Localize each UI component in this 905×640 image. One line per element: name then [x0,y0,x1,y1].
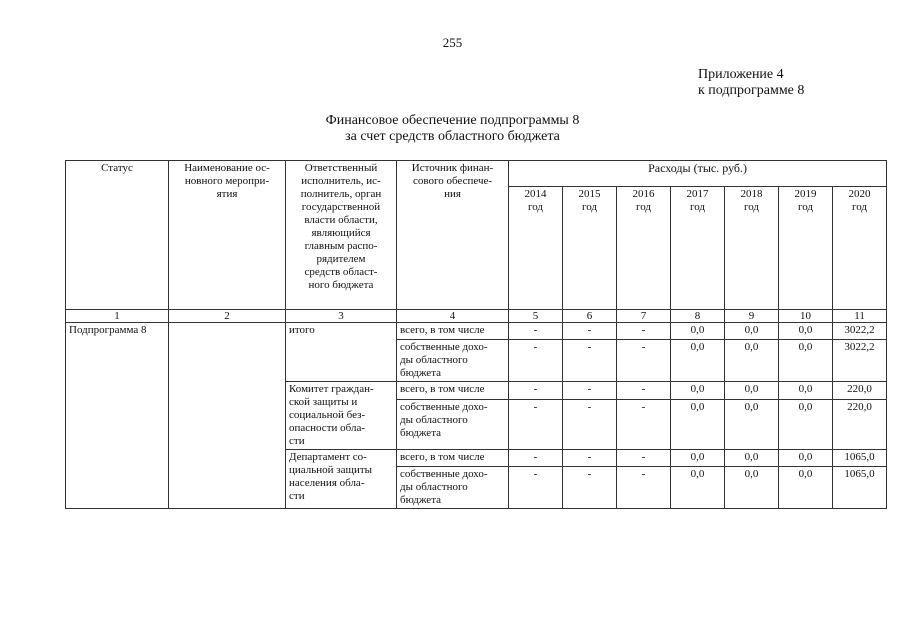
source-cell: всего, в том числе [397,450,509,467]
value-cell: - [617,399,671,449]
value-cell: - [509,323,563,340]
value-cell: - [617,323,671,340]
financing-table [65,160,887,509]
value-cell: 0,0 [671,399,725,449]
value-cell: 0,0 [671,467,725,509]
value-cell: 0,0 [671,340,725,382]
value-cell: - [509,340,563,382]
value-cell: 220,0 [833,382,887,400]
value-cell: 0,0 [779,467,833,509]
column-number: 5 [509,310,563,323]
value-cell: 3022,2 [833,323,887,340]
header-year: 2020 год [833,187,887,310]
column-number: 10 [779,310,833,323]
value-cell: 0,0 [779,450,833,467]
value-cell: - [617,467,671,509]
value-cell: - [563,450,617,467]
source-cell: собственные дохо- ды областного бюджета [397,399,509,449]
value-cell: 0,0 [725,467,779,509]
value-cell: 0,0 [779,340,833,382]
source-cell: всего, в том числе [397,323,509,340]
header-name: Наименование ос- новного меропри- ятия [169,161,286,310]
column-number: 9 [725,310,779,323]
executor-cell: Комитет граждан- ской защиты и социальной без- опасности обла- сти [286,382,397,450]
value-cell: 3022,2 [833,340,887,382]
column-number: 3 [286,310,397,323]
executor-cell: Департамент со- циальной защиты населения обла- сти [286,450,397,509]
header-year: 2015 год [563,187,617,310]
value-cell: 0,0 [725,382,779,400]
table-row [66,323,887,340]
value-cell: - [563,323,617,340]
header-year: 2019 год [779,187,833,310]
value-cell: 0,0 [779,399,833,449]
source-cell: собственные дохо- ды областного бюджета [397,340,509,382]
header-year: 2016 год [617,187,671,310]
value-cell: - [509,382,563,400]
executor-cell: итого [286,323,397,382]
header-year: 2014 год [509,187,563,310]
value-cell: - [617,340,671,382]
header-responsible: Ответственный исполнитель, ис- полнитель, орган государственной власти области, являющийся главным распо- рядителем средств област- ного бюджета [286,161,397,310]
header-expenses: Расходы (тыс. руб.) [509,161,887,187]
value-cell: 220,0 [833,399,887,449]
source-cell: всего, в том числе [397,382,509,400]
header-year: 2017 год [671,187,725,310]
column-number: 6 [563,310,617,323]
value-cell: - [617,382,671,400]
value-cell: 0,0 [779,323,833,340]
document-title [0,113,905,145]
value-cell: - [509,399,563,449]
column-number: 4 [397,310,509,323]
header-source: Источник финан- сового обеспече- ния [397,161,509,310]
column-number: 11 [833,310,887,323]
value-cell: 0,0 [671,323,725,340]
source-cell: собственные дохо- ды областного бюджета [397,467,509,509]
value-cell: - [563,467,617,509]
value-cell: 1065,0 [833,450,887,467]
value-cell: 1065,0 [833,467,887,509]
value-cell: 0,0 [779,382,833,400]
column-number-row [66,310,887,323]
value-cell: 0,0 [725,340,779,382]
title-line-1: Финансовое обеспечение подпрограммы 8 [325,113,580,128]
header-year: 2018 год [725,187,779,310]
appendix-line-1: Приложение 4 [698,67,784,82]
column-number: 7 [617,310,671,323]
value-cell: 0,0 [725,450,779,467]
column-number: 1 [66,310,169,323]
appendix-note [698,67,804,99]
appendix-line-2: к подпрограмме 8 [698,83,805,98]
value-cell: - [563,399,617,449]
value-cell: 0,0 [671,450,725,467]
value-cell: - [563,340,617,382]
value-cell: 0,0 [725,399,779,449]
event-name-cell [169,323,286,509]
title-line-2: за счет средств областного бюджета [345,129,560,144]
value-cell: 0,0 [671,382,725,400]
status-cell: Подпрограмма 8 [66,323,169,509]
column-number: 8 [671,310,725,323]
value-cell: - [509,467,563,509]
value-cell: - [617,450,671,467]
value-cell: - [509,450,563,467]
value-cell: 0,0 [725,323,779,340]
page-number: 255 [442,35,463,50]
column-number: 2 [169,310,286,323]
header-status: Статус [66,161,169,310]
value-cell: - [563,382,617,400]
